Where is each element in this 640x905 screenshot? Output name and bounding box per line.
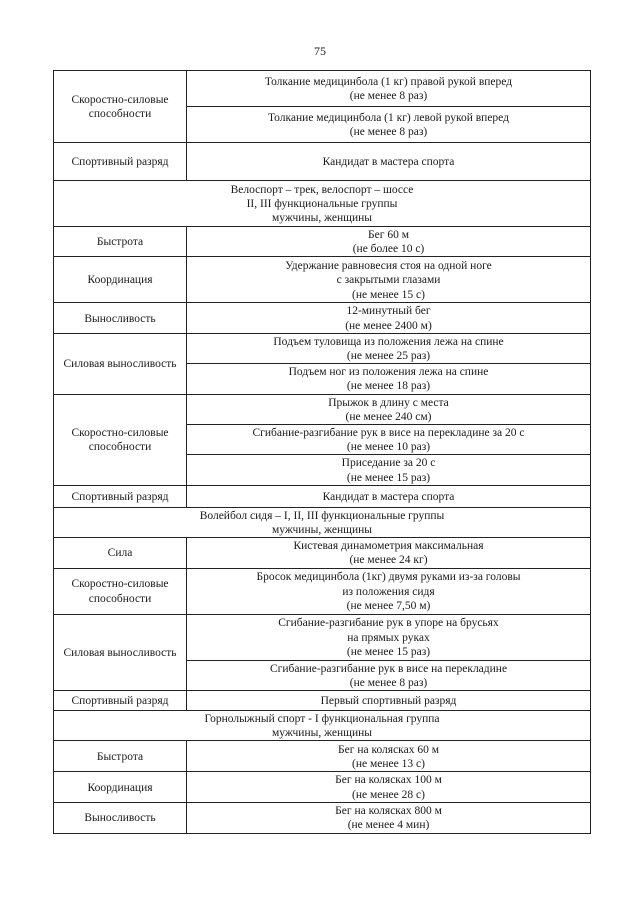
section-header-row (54, 181, 591, 227)
table-row (54, 71, 591, 107)
section-header-row (54, 711, 591, 741)
table-row (54, 741, 591, 772)
table-row (54, 394, 591, 424)
test-cell: Кандидат в мастера спорта (187, 143, 591, 181)
test-cell: Сгибание-разгибание рук в висе на перекладине за 20 с (не менее 10 раз) (187, 425, 591, 455)
table-row (54, 568, 591, 614)
test-cell: Сгибание-разгибание рук в висе на перекладине (не менее 8 раз) (187, 660, 591, 690)
page-number: 75 (314, 44, 326, 58)
section-groups: II, III функциональные группы (246, 197, 398, 210)
test-cell: Первый спортивный разряд (187, 691, 591, 711)
category-cell: Координация (54, 257, 187, 303)
category-cell: Быстрота (54, 741, 187, 772)
category-cell: Спортивный разряд (54, 691, 187, 711)
test-cell: 12-минутный бег (не менее 2400 м) (187, 303, 591, 333)
standards-table (53, 70, 591, 834)
table-row (54, 333, 591, 363)
category-cell: Силовая выносливость (54, 333, 187, 394)
section-header-row (54, 507, 591, 537)
table-row (54, 143, 591, 181)
section-header (54, 711, 591, 741)
test-cell: Бег на колясках 800 м (не менее 4 мин) (187, 802, 591, 833)
section-header (54, 181, 591, 227)
section-gender: мужчины, женщины (271, 524, 373, 537)
test-cell: Толкание медицинбола (1 кг) левой рукой вперед (не менее 8 раз) (187, 107, 591, 143)
table-row (54, 538, 591, 568)
section-gender: мужчины, женщины (271, 212, 373, 225)
table-row (54, 802, 591, 833)
category-cell: Спортивный разряд (54, 485, 187, 507)
category-cell: Скоростно-силовые способности (54, 568, 187, 614)
table-row (54, 691, 591, 711)
category-cell: Скоростно-силовые способности (54, 394, 187, 485)
category-cell: Выносливость (54, 802, 187, 833)
section-title: Велоспорт – трек, велоспорт – шоссе (230, 183, 414, 196)
category-cell: Скоростно-силовые способности (54, 71, 187, 143)
section-header (54, 507, 591, 537)
table-row (54, 303, 591, 333)
category-cell: Спортивный разряд (54, 143, 187, 181)
section-gender: мужчины, женщины (271, 727, 373, 740)
test-cell: Удержание равновесия стоя на одной ноге с закрытыми глазами (не менее 15 с) (187, 257, 591, 303)
test-cell: Приседание за 20 с (не менее 15 раз) (187, 455, 591, 485)
table-row (54, 614, 591, 660)
table-row (54, 772, 591, 802)
category-cell: Сила (54, 538, 187, 568)
table-row (54, 227, 591, 257)
test-cell: Прыжок в длину с места (не менее 240 см) (187, 394, 591, 424)
category-cell: Координация (54, 772, 187, 802)
test-cell: Бросок медицинбола (1кг) двумя руками из-за головы из положения сидя (не менее 7,50 м) (187, 568, 591, 614)
test-cell: Бег на колясках 60 м (не менее 13 с) (187, 741, 591, 772)
test-cell: Кистевая динамометрия максимальная (не менее 24 кг) (187, 538, 591, 568)
category-cell: Быстрота (54, 227, 187, 257)
test-cell: Бег на колясках 100 м (не менее 28 с) (187, 772, 591, 802)
section-title: Горнолыжный спорт - I функциональная группа (204, 713, 440, 726)
test-cell: Кандидат в мастера спорта (187, 485, 591, 507)
category-cell: Выносливость (54, 303, 187, 333)
test-cell: Толкание медицинбола (1 кг) правой рукой вперед (не менее 8 раз) (187, 71, 591, 107)
test-cell: Сгибание-разгибание рук в упоре на брусьях на прямых руках (не менее 15 раз) (187, 614, 591, 660)
category-cell: Силовая выносливость (54, 614, 187, 690)
test-cell: Бег 60 м (не более 10 с) (187, 227, 591, 257)
table-row (54, 485, 591, 507)
section-title: Волейбол сидя – I, II, III функциональные группы (199, 509, 445, 522)
test-cell: Подъем ног из положения лежа на спине (не менее 18 раз) (187, 364, 591, 394)
test-cell: Подъем туловища из положения лежа на спине (не менее 25 раз) (187, 333, 591, 363)
table-row (54, 257, 591, 303)
